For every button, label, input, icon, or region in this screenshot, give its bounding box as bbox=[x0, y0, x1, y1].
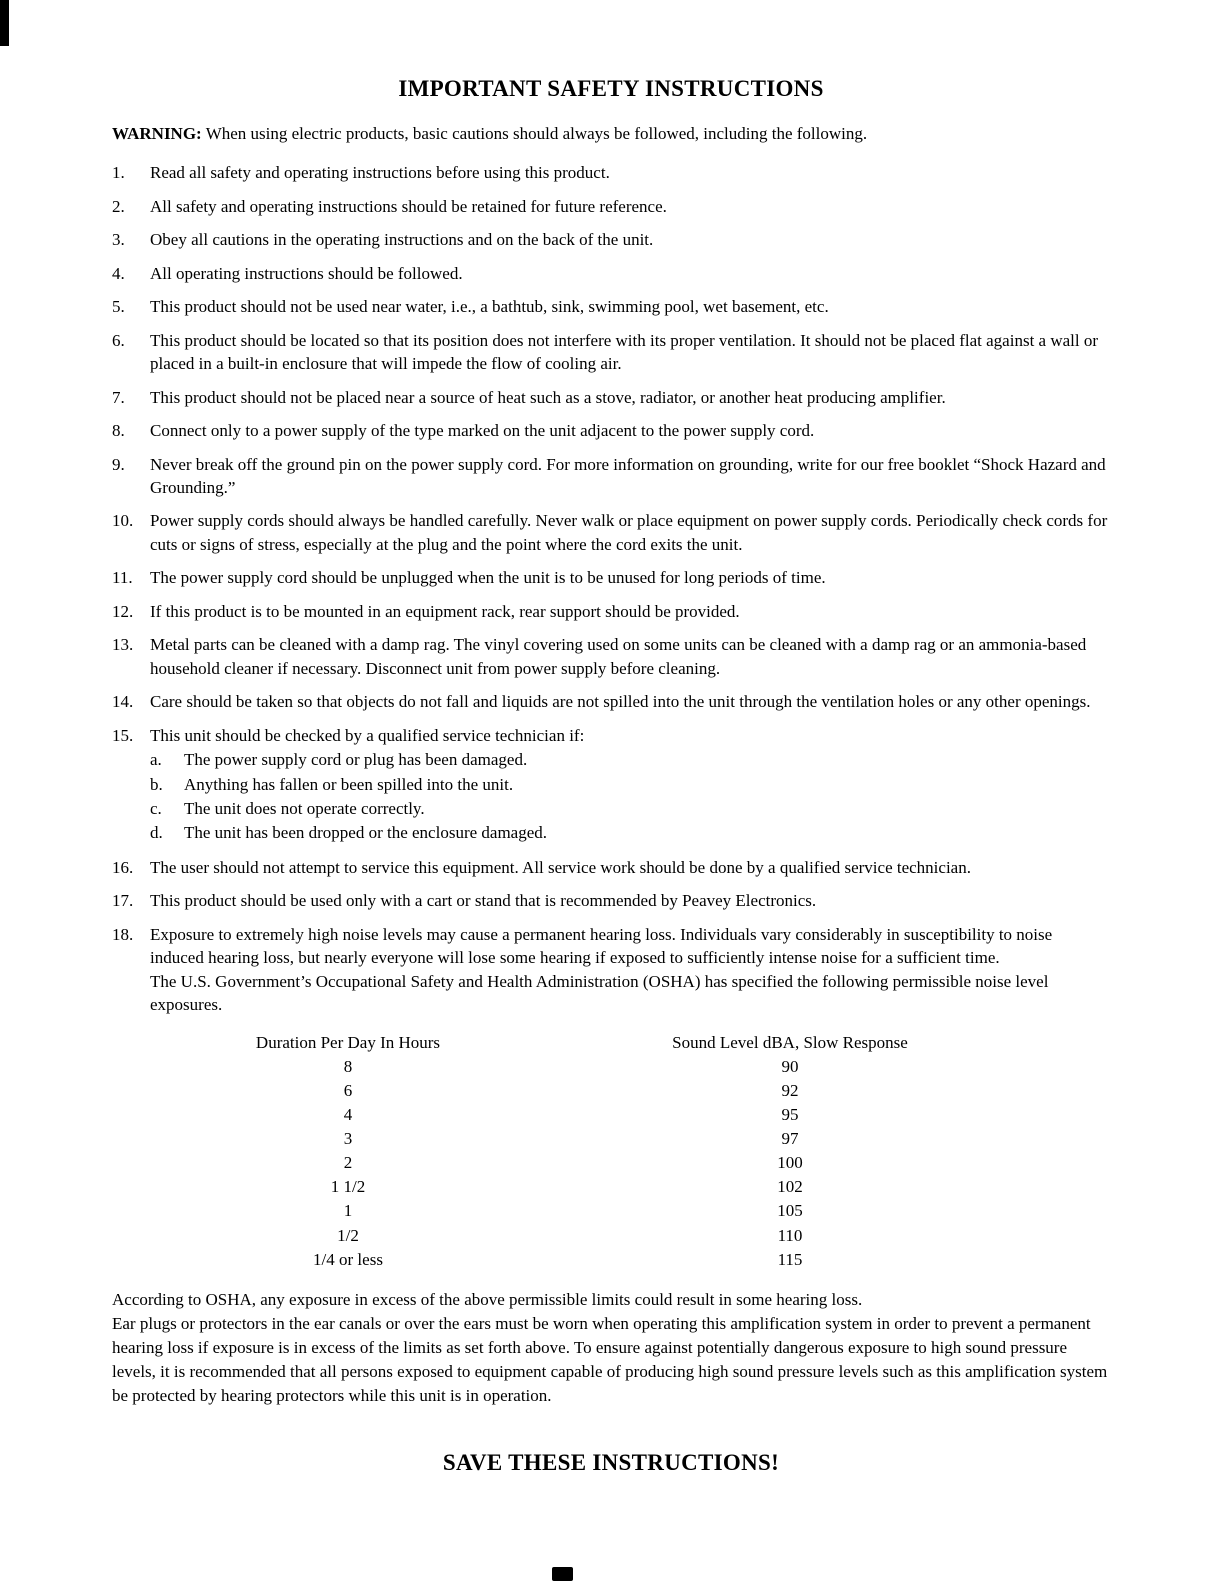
list-item bbox=[112, 262, 1110, 285]
item-body bbox=[150, 923, 1110, 1017]
list-item bbox=[112, 295, 1110, 318]
sound-level-value: 92 bbox=[781, 1080, 799, 1100]
item-number: 2. bbox=[112, 196, 125, 216]
sub-item-letter: a. bbox=[150, 750, 162, 770]
sub-item-text: The unit has been dropped or the enclosure damaged. bbox=[184, 823, 548, 843]
list-item bbox=[112, 386, 1110, 409]
sound-level-value: 97 bbox=[781, 1129, 799, 1149]
item-number: 13. bbox=[112, 635, 134, 655]
item-number: 1. bbox=[112, 163, 125, 183]
scan-artifact-bottom bbox=[552, 1567, 573, 1581]
item-body bbox=[150, 386, 1110, 409]
duration-column-header: Duration Per Day In Hours bbox=[255, 1032, 441, 1052]
item-number: 6. bbox=[112, 330, 125, 350]
item-body bbox=[150, 600, 1110, 623]
sound-level-value: 105 bbox=[777, 1201, 803, 1221]
list-item bbox=[112, 724, 1110, 846]
item-body bbox=[150, 889, 1110, 912]
item-body bbox=[150, 690, 1110, 713]
list-item bbox=[112, 195, 1110, 218]
sub-item-letter: d. bbox=[150, 823, 163, 843]
item-text: If this product is to be mounted in an equipment rack, rear support should be provided. bbox=[150, 601, 740, 621]
item-text: The power supply cord should be unplugged when the unit is to be unused for long periods of time. bbox=[150, 568, 826, 588]
warning-paragraph bbox=[112, 122, 1110, 145]
sound-level-value: 102 bbox=[777, 1177, 803, 1197]
item-body bbox=[150, 566, 1110, 589]
duration-value: 1 1/2 bbox=[330, 1177, 366, 1197]
item-body bbox=[150, 724, 1110, 846]
warning-text: When using electric products, basic cautions should always be followed, including the following. bbox=[205, 124, 868, 143]
item-text: Exposure to extremely high noise levels may cause a permanent hearing loss. Individuals vary considerably in susceptibility to noise induced hearing loss, but nearly everyone will lose some hearing if exposed to sufficiently intense noise for a sufficient time. bbox=[150, 924, 1053, 968]
item-number: 11. bbox=[112, 568, 133, 588]
table-row bbox=[112, 1151, 1110, 1175]
duration-value: 6 bbox=[343, 1080, 353, 1100]
sub-item-text: The power supply cord or plug has been damaged. bbox=[184, 750, 528, 770]
item-number: 16. bbox=[112, 857, 134, 877]
sound-level-value: 90 bbox=[781, 1056, 799, 1076]
item-number: 15. bbox=[112, 725, 134, 745]
sub-item-list bbox=[150, 748, 1110, 845]
sub-item-letter: b. bbox=[150, 774, 163, 794]
sub-item-letter: c. bbox=[150, 798, 162, 818]
duration-value: 1/4 or less bbox=[313, 1249, 383, 1269]
duration-value: 3 bbox=[343, 1129, 353, 1149]
sub-item bbox=[150, 797, 1110, 820]
sub-item-text: Anything has fallen or been spilled into the unit. bbox=[184, 774, 514, 794]
item-text-continued: The U.S. Government’s Occupational Safety and Health Administration (OSHA) has specified the following permissible noise level exposures. bbox=[150, 971, 1049, 1015]
sound-level-value: 110 bbox=[777, 1225, 803, 1245]
safety-instructions-list bbox=[112, 161, 1110, 1016]
item-text: Care should be taken so that objects do not fall and liquids are not spilled into the unit through the ventilation holes or any other openings. bbox=[150, 692, 1091, 712]
item-text: Metal parts can be cleaned with a damp rag. The vinyl covering used on some units can be cleaned with a damp rag or an ammonia-based household cleaner if necessary. Disconnect unit from power supply before cleaning. bbox=[150, 635, 1087, 678]
item-body bbox=[150, 453, 1110, 500]
footer-notes bbox=[112, 1288, 1110, 1409]
item-number: 9. bbox=[112, 454, 125, 474]
sub-item bbox=[150, 821, 1110, 844]
duration-value: 2 bbox=[343, 1153, 353, 1173]
duration-value: 1/2 bbox=[337, 1225, 359, 1245]
item-number: 4. bbox=[112, 263, 125, 283]
sound-level-value: 100 bbox=[777, 1153, 803, 1173]
item-text: This product should be located so that its position does not interfere with its proper ventilation. It should not be placed flat against a wall or placed in a built-in enclosure that will impede the flow of cooling air. bbox=[150, 330, 1099, 374]
ear-protection-paragraph: Ear plugs or protectors in the ear canals or over the ears must be worn when operating this amplification system in order to prevent a permanent hearing loss if exposure is in excess of the limits as set forth above. To ensure against potentially dangerous exposure to high sound pressure levels, it is recommended that all persons exposed to equipment capable of producing high sound pressure levels such as this amplification system be protected by hearing protectors while this unit is in operation. bbox=[112, 1313, 1108, 1406]
item-body bbox=[150, 419, 1110, 442]
list-item bbox=[112, 690, 1110, 713]
item-number: 7. bbox=[112, 387, 125, 407]
list-item bbox=[112, 453, 1110, 500]
list-item bbox=[112, 889, 1110, 912]
list-item bbox=[112, 228, 1110, 251]
item-text: Power supply cords should always be handled carefully. Never walk or place equipment on power supply cords. Periodically check cords for cuts or signs of stress, especially at the plug and the point where the cord exits the unit. bbox=[150, 511, 1108, 554]
save-instructions-line: SAVE THESE INSTRUCTIONS! bbox=[442, 1450, 780, 1476]
item-number: 14. bbox=[112, 692, 134, 712]
table-row bbox=[112, 1248, 1110, 1272]
sub-item-text: The unit does not operate correctly. bbox=[184, 798, 425, 818]
duration-value: 4 bbox=[343, 1104, 353, 1124]
sound-level-column-header: Sound Level dBA, Slow Response bbox=[672, 1032, 908, 1052]
item-body bbox=[150, 509, 1110, 556]
item-body bbox=[150, 295, 1110, 318]
sub-item bbox=[150, 773, 1110, 796]
scan-artifact-top-left bbox=[0, 0, 9, 46]
item-text: All safety and operating instructions should be retained for future reference. bbox=[150, 196, 667, 216]
list-item bbox=[112, 329, 1110, 376]
page-title: IMPORTANT SAFETY INSTRUCTIONS bbox=[398, 76, 824, 101]
table-row bbox=[112, 1199, 1110, 1223]
item-number: 12. bbox=[112, 601, 134, 621]
item-body bbox=[150, 228, 1110, 251]
item-number: 3. bbox=[112, 230, 125, 250]
list-item bbox=[112, 419, 1110, 442]
osha-note-paragraph: According to OSHA, any exposure in excess of the above permissible limits could result in some hearing loss. bbox=[112, 1289, 863, 1309]
table-row bbox=[112, 1175, 1110, 1199]
item-text: All operating instructions should be followed. bbox=[150, 263, 463, 283]
table-row bbox=[112, 1103, 1110, 1127]
table-row bbox=[112, 1224, 1110, 1248]
item-body bbox=[150, 195, 1110, 218]
exposure-table bbox=[112, 1031, 1110, 1272]
list-item bbox=[112, 161, 1110, 184]
list-item bbox=[112, 600, 1110, 623]
item-text: This product should not be used near water, i.e., a bathtub, sink, swimming pool, wet basement, etc. bbox=[150, 297, 829, 317]
sound-level-value: 115 bbox=[777, 1249, 803, 1269]
item-text: This product should not be placed near a source of heat such as a stove, radiator, or another heat producing amplifier. bbox=[150, 387, 946, 407]
table-row bbox=[112, 1127, 1110, 1151]
list-item bbox=[112, 856, 1110, 879]
list-item bbox=[112, 633, 1110, 680]
warning-label: WARNING: bbox=[112, 124, 202, 143]
item-body bbox=[150, 329, 1110, 376]
list-item bbox=[112, 566, 1110, 589]
item-text: Connect only to a power supply of the type marked on the unit adjacent to the power supply cord. bbox=[150, 421, 815, 441]
item-text: This unit should be checked by a qualified service technician if: bbox=[150, 725, 585, 745]
item-number: 8. bbox=[112, 421, 125, 441]
sound-level-value: 95 bbox=[781, 1104, 799, 1124]
item-number: 10. bbox=[112, 511, 134, 531]
table-row bbox=[112, 1055, 1110, 1079]
item-body bbox=[150, 633, 1110, 680]
item-number: 5. bbox=[112, 297, 125, 317]
list-item bbox=[112, 923, 1110, 1017]
item-text: Obey all cautions in the operating instructions and on the back of the unit. bbox=[150, 230, 654, 250]
exposure-table-rows bbox=[112, 1055, 1110, 1272]
item-text: This product should be used only with a cart or stand that is recommended by Peavey Electronics. bbox=[150, 891, 817, 911]
duration-value: 1 bbox=[343, 1201, 353, 1221]
item-body bbox=[150, 262, 1110, 285]
item-body bbox=[150, 161, 1110, 184]
item-text: Read all safety and operating instructions before using this product. bbox=[150, 163, 610, 183]
item-number: 17. bbox=[112, 891, 134, 911]
item-text: Never break off the ground pin on the power supply cord. For more information on grounding, write for our free booklet “Shock Hazard and Grounding.” bbox=[150, 454, 1106, 497]
item-text: The user should not attempt to service this equipment. All service work should be done by a qualified service technician. bbox=[150, 857, 971, 877]
list-item bbox=[112, 509, 1110, 556]
item-body bbox=[150, 856, 1110, 879]
duration-value: 8 bbox=[343, 1056, 353, 1076]
item-number: 18. bbox=[112, 924, 134, 944]
table-row bbox=[112, 1079, 1110, 1103]
sub-item bbox=[150, 748, 1110, 771]
table-header-row bbox=[112, 1031, 1110, 1055]
